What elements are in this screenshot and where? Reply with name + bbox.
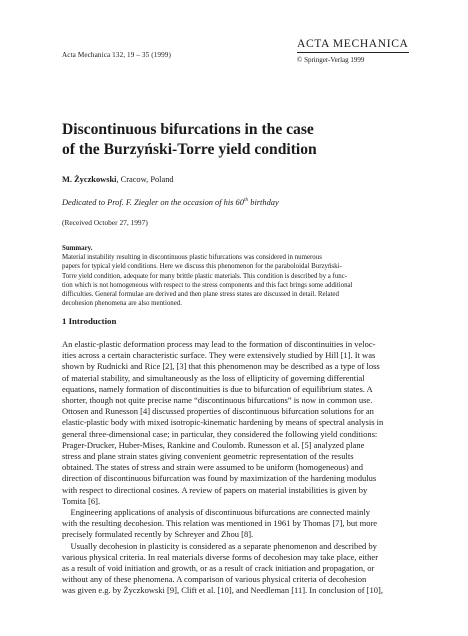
journal-masthead [297,37,409,64]
author-name: M. Życzkowski [62,175,117,184]
copyright-notice: © Springer-Verlag 1999 [297,56,365,64]
body-line: general three-dimensional case; in particular, they considered the following yield conditions: [62,428,378,439]
abstract-label: Summary. [62,245,93,252]
section-heading: 1 Introduction [62,316,117,326]
body-line: with respect to directional cosines. A review of papers on material instabilities is given by [62,484,368,495]
header-rule [297,52,409,53]
body-line: of material stability, and simultaneously as the loss of ellipticity of governing differential [62,372,365,383]
body-line: was given e.g. by Życzkowski [9], Clift et al. [10], and Needleman [11]. In conclusion of [10], [62,585,383,596]
author-line [62,175,174,184]
dedication-text: Dedicated to Prof. F. Ziegler on the occasion of his 60 [62,197,244,207]
journal-name: ACTA MECHANICA [297,37,409,50]
title-line: of the Burzyński-Torre yield condition [62,141,317,158]
title-line: Discontinuous bifurcations in the case [62,121,314,138]
body-line: Prager-Drucker, Huber-Mises, Rankine and Coulomb. Runesson et al. [5] analyzed plane [62,439,365,450]
body-line: Engineering applications of analysis of discontinuous bifurcations are connected mainly [62,507,371,518]
body-line: ities across a certain characteristic surface. They were extensively studied by Hill [1]. It was [62,350,376,361]
abstract-line [62,244,408,262]
body-line: equations, namely formation of discontinuities is due to bifurcation of equilibrium states. A [62,383,373,394]
abstract-line: difficulties. General formulae are derived and then plane stress states are discussed in detail. Related [62,291,339,299]
dedication [62,197,279,207]
dedication-tail: birthday [248,197,279,207]
abstract-line: tion which is not homogeneous with respect to the stress components and this fact brings some additional [62,281,353,289]
body-line: Usually decohesion in plasticity is considered as a separate phenomenon and described by [62,540,377,551]
received-date: (Received October 27, 1997) [62,218,148,227]
body-line: direction of discontinuous bifurcation was found by maximization of the hardening modulus [62,473,377,484]
body-line: various physical criteria. In real materials diverse forms of decohesion may take place, either [62,551,379,562]
body-line: precisely formulated recently by Schreyer and Zhou [8]. [62,529,254,540]
abstract-line-text: Material instability resulting in discontinuous plastic bifurcations was considered in numerous [62,254,322,262]
body-line: obtained. The states of stress and strain were assumed to be uniform (homogeneous) and [62,462,364,473]
body-line: Tomita [6]. [62,495,101,506]
author-affiliation: , Cracow, Poland [116,175,174,184]
body-line: elastic-plastic body with mixed isotropic-kinematic hardening by means of spectral analysis in [62,417,384,428]
body-line: as a result of void initiation and growth, or as a result of crack initiation and propagation, or [62,563,375,574]
dedication-sup: th [243,197,249,203]
body-line: without any of these phenomena. A comparison of various physical criteria of decohesion [62,574,367,585]
body-line: Ottosen and Runesson [4] discussed properties of discontinuous bifurcation solutions for an [62,406,374,417]
abstract [62,244,408,308]
body-text [62,339,408,597]
abstract-line: Torre yield condition, adequate for many brittle plastic materials. This condition is described by a func- [62,272,348,280]
body-line: shown by Rudnicki and Rice [2], [3] that this phenomenon may be described as a type of loss [62,361,380,372]
body-line: stress and plane strain states giving convenient geometric representation of the results [62,451,354,462]
paper-title [62,120,402,160]
abstract-line: decohesion phenomena are also mentioned. [62,300,182,308]
body-line: shorter, though not quite precise name “discontinuous bifurcations” is now in common use. [62,395,373,406]
body-line: An elastic-plastic deformation process may lead to the formation of discontinuities in veloc- [62,339,376,349]
abstract-line: papers for typical yield conditions. Here we discuss this phenomenon for the paraboloidal Burzyński- [62,263,342,271]
journal-citation: Acta Mechanica 132, 19 – 35 (1999) [62,51,171,59]
body-line: with the resulting decohesion. This relation was mentioned in 1961 by Thomas [7], but more [62,518,378,529]
